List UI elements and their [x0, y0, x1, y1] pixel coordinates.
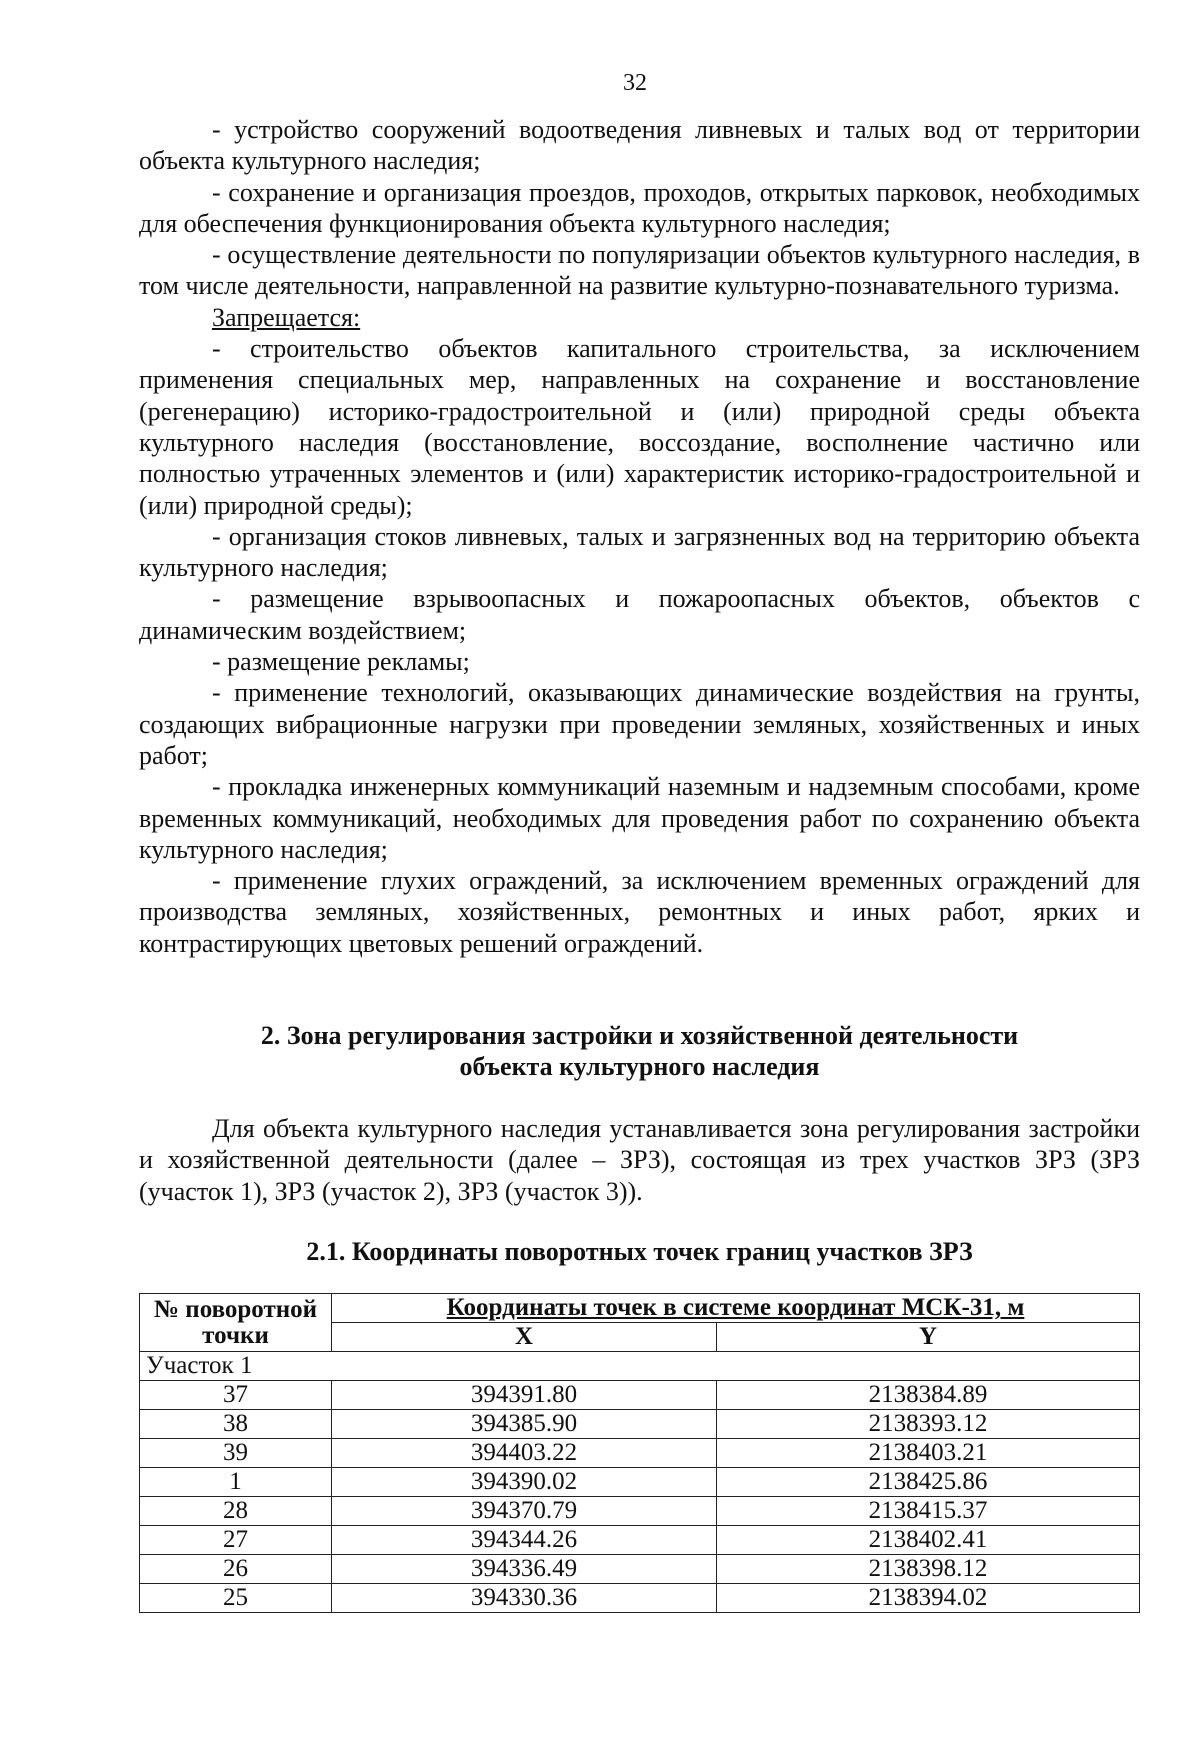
header-coordinates — [332, 1294, 1140, 1323]
cell-point: 25 — [140, 1584, 332, 1613]
prohibited-item: - прокладка инженерных коммуникаций наземным и надземным способами, кроме временных коммуникаций, необходимых для проведения работ по сохранению объекта культурного наследия; — [139, 772, 1140, 864]
section-label: Участок 1 — [140, 1352, 1140, 1381]
cell-y: 2138403.21 — [717, 1439, 1140, 1468]
cell-y: 2138393.12 — [717, 1410, 1140, 1439]
header-x: X — [332, 1323, 717, 1352]
table-header-row — [140, 1294, 1140, 1323]
table-row — [140, 1555, 1140, 1584]
cell-y: 2138398.12 — [717, 1555, 1140, 1584]
header-coordinates-label: Координаты точек в системе координат МСК-31, м — [446, 1294, 1025, 1321]
section-2-title-line1: 2. Зона регулирования застройки и хозяйственной деятельности — [260, 1021, 1019, 1050]
cell-x: 394391.80 — [332, 1381, 717, 1410]
page-number: 32 — [623, 70, 647, 96]
table-row — [140, 1584, 1140, 1613]
prohibited-item: - размещение взрывоопасных и пожароопасных объектов, объектов с динамическим воздействием; — [139, 584, 1140, 645]
paragraph: - устройство сооружений водоотведения ливневых и талых вод от территории объекта культурного наследия; — [139, 115, 1140, 176]
cell-point: 37 — [140, 1381, 332, 1410]
header-point-number: № поворотной точки — [140, 1294, 332, 1352]
cell-x: 394385.90 — [332, 1410, 717, 1439]
section-2-heading — [139, 1020, 1140, 1082]
cell-point: 28 — [140, 1497, 332, 1526]
table-section-row — [140, 1352, 1140, 1381]
cell-x: 394330.36 — [332, 1584, 717, 1613]
cell-point: 39 — [140, 1439, 332, 1468]
main-text — [139, 114, 1140, 959]
table-row — [140, 1410, 1140, 1439]
cell-x: 394403.22 — [332, 1439, 717, 1468]
cell-y: 2138384.89 — [717, 1381, 1140, 1410]
cell-x: 394336.49 — [332, 1555, 717, 1584]
table-row — [140, 1497, 1140, 1526]
table-row — [140, 1526, 1140, 1555]
cell-point: 26 — [140, 1555, 332, 1584]
cell-x: 394344.26 — [332, 1526, 717, 1555]
cell-y: 2138415.37 — [717, 1497, 1140, 1526]
prohibited-heading: Запрещается: — [212, 302, 361, 332]
prohibited-heading-line — [139, 302, 1140, 333]
prohibited-item: - применение технологий, оказывающих динамические воздействия на грунты, создающих вибрационные нагрузки при проведении земляных, хозяйственных и иных работ; — [139, 678, 1140, 770]
prohibited-item: - строительство объектов капитального строительства, за исключением применения специальных мер, направленных на сохранение и восстановление (регенерацию) историко-градостроительной и (или) природной среды объекта культурного наследия (восстановление, воссоздание, восполнение частично или полностью утраченных элементов и (или) характеристик историко-градостроительной и (или) природной среды); — [139, 334, 1140, 520]
table-row — [140, 1439, 1140, 1468]
paragraph: - сохранение и организация проездов, проходов, открытых парковок, необходимых для обеспечения функционирования объекта культурного наследия; — [139, 177, 1140, 238]
paragraph: - осуществление деятельности по популяризации объектов культурного наследия, в том числе деятельности, направленной на развитие культурно-познавательного туризма. — [139, 240, 1140, 301]
cell-point: 1 — [140, 1468, 332, 1497]
cell-y: 2138402.41 — [717, 1526, 1140, 1555]
cell-point: 38 — [140, 1410, 332, 1439]
cell-x: 394370.79 — [332, 1497, 717, 1526]
header-y: Y — [717, 1323, 1140, 1352]
section-2-1-heading: 2.1. Координаты поворотных точек границ участков ЗРЗ — [306, 1237, 973, 1266]
section-2-title-line2: объекта культурного наследия — [459, 1052, 820, 1081]
cell-y: 2138425.86 — [717, 1468, 1140, 1497]
prohibited-item: - применение глухих ограждений, за исключением временных ограждений для производства земляных, хозяйственных, ремонтных и иных работ, ярких и контрастирующих цветовых решений ограждений. — [139, 866, 1140, 958]
prohibited-item: - организация стоков ливневых, талых и загрязненных вод на территорию объекта культурного наследия; — [139, 521, 1140, 583]
prohibited-item: - размещение рекламы; — [212, 647, 470, 677]
cell-point: 27 — [140, 1526, 332, 1555]
coordinates-table — [139, 1293, 1140, 1613]
table-row — [140, 1381, 1140, 1410]
cell-x: 394390.02 — [332, 1468, 717, 1497]
section-2-text — [139, 1113, 1140, 1207]
section-2-paragraph: Для объекта культурного наследия устанавливается зона регулирования застройки и хозяйственной деятельности (далее – ЗРЗ), состоящая из трех участков ЗРЗ (ЗРЗ (участок 1), ЗРЗ (участок 2), ЗРЗ (участок 3)). — [139, 1114, 1140, 1206]
table-row — [140, 1468, 1140, 1497]
cell-y: 2138394.02 — [717, 1584, 1140, 1613]
